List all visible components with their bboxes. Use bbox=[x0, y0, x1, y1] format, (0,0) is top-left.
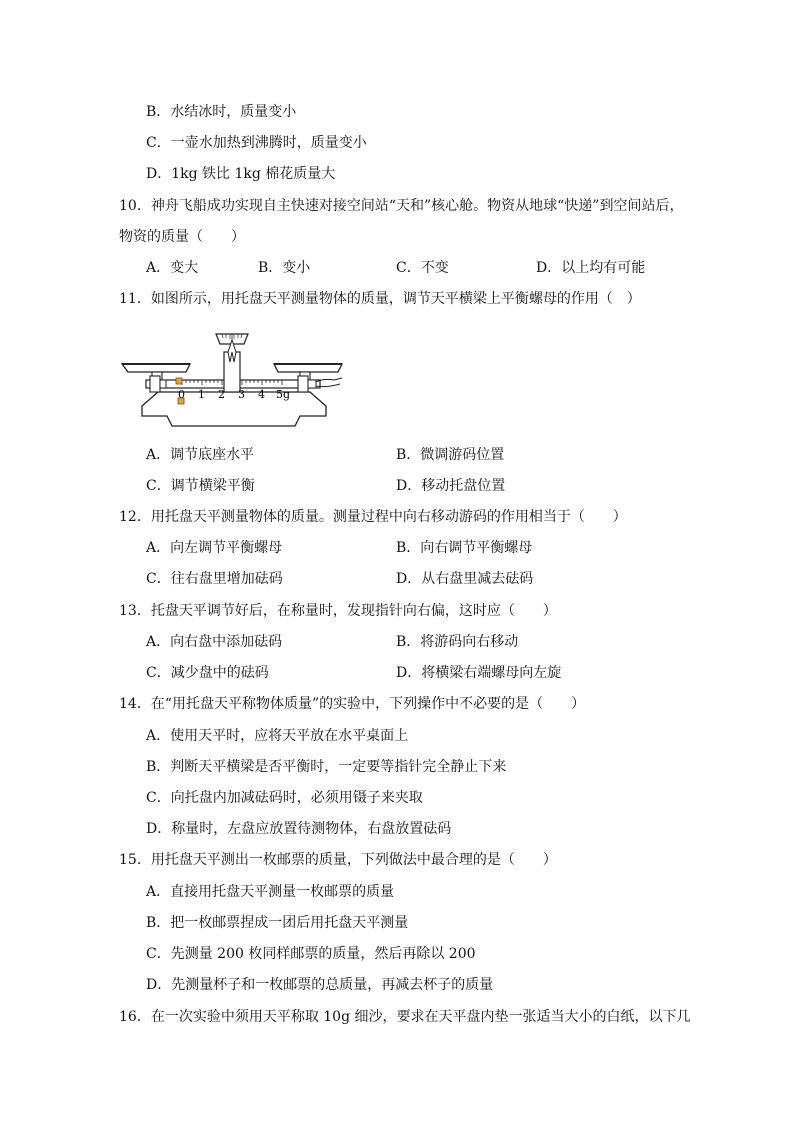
q13-stem: 13．托盘天平调节好后，在称量时，发现指针向右偏，这时应（ ） bbox=[119, 603, 557, 619]
q12-option-c: C．往右盘里增加砝码 bbox=[146, 571, 283, 587]
q14-stem: 14．在“用托盘天平称物体质量”的实验中，下列操作中不必要的是（ ） bbox=[119, 696, 586, 712]
q15-stem: 15．用托盘天平测出一枚邮票的质量，下列做法中最合理的是（ ） bbox=[119, 852, 557, 868]
scale-label-4: 4 bbox=[258, 388, 265, 401]
balance-figure bbox=[120, 322, 350, 434]
right-balance-nut bbox=[298, 376, 308, 392]
q10-option-d: D．以上均有可能 bbox=[536, 260, 646, 276]
q11-option-b: B．微调游码位置 bbox=[396, 447, 505, 463]
q14-option-a: A．使用天平时，应将天平放在水平桌面上 bbox=[146, 728, 409, 744]
balance-base bbox=[142, 392, 326, 426]
q14-option-b: B．判断天平横梁是否平衡时，一定要等指针完全静止下来 bbox=[146, 759, 507, 775]
q15-option-d: D．先测量杯子和一枚邮票的总质量，再减去杯子的质量 bbox=[146, 977, 494, 993]
q14-option-d: D．称量时，左盘应放置待测物体，右盘放置砝码 bbox=[146, 821, 452, 837]
q15-option-b: B．把一枚邮票捏成一团后用托盘天平测量 bbox=[146, 915, 409, 931]
q9-option-b: B．水结冰时，质量变小 bbox=[146, 104, 297, 120]
q15-option-c: C．先测量 200 枚同样邮票的质量，然后再除以 200 bbox=[146, 946, 476, 962]
q12-stem: 12．用托盘天平测量物体的质量。测量过程中向右移动游码的作用相当于（ ） bbox=[119, 509, 627, 525]
scale-label-2: 2 bbox=[218, 388, 225, 401]
q10-stem: 10．神舟飞船成功实现自主快速对接空间站“天和”核心舱。物资从地球“快递”到空间站后， bbox=[119, 198, 684, 214]
q16-stem: 16．在一次实验中须用天平称取 10g 细沙，要求在天平盘内垫一张适当大小的白纸，以下几 bbox=[119, 1009, 691, 1025]
q11-option-d: D．移动托盘位置 bbox=[396, 478, 506, 494]
left-balance-nut bbox=[150, 376, 160, 392]
q9-option-c: C．一壶水加热到沸腾时，质量变小 bbox=[146, 135, 367, 151]
q10-option-a: A．变大 bbox=[146, 260, 199, 276]
q13-option-d: D．将横梁右端螺母向左旋 bbox=[396, 665, 562, 681]
q12-option-d: D．从右盘里减去砝码 bbox=[396, 571, 534, 587]
q10-stem-cont: 物资的质量（ ） bbox=[119, 229, 245, 245]
q13-option-b: B．将游码向右移动 bbox=[396, 634, 519, 650]
rider bbox=[176, 378, 182, 384]
center-column bbox=[224, 352, 240, 392]
scale-label-0: 0 bbox=[178, 388, 185, 401]
q11-option-a: A．调节底座水平 bbox=[146, 447, 255, 463]
q12-option-a: A．向左调节平衡螺母 bbox=[146, 540, 283, 556]
q10-option-c: C．不变 bbox=[396, 260, 449, 276]
scale-label-1: 1 bbox=[198, 388, 205, 401]
q11-option-c: C．调节横梁平衡 bbox=[146, 478, 255, 494]
right-pan bbox=[274, 364, 342, 372]
q13-option-a: A．向右盘中添加砝码 bbox=[146, 634, 283, 650]
q10-option-b: B．变小 bbox=[258, 260, 311, 276]
q12-option-b: B．向右调节平衡螺母 bbox=[396, 540, 533, 556]
q15-option-a: A．直接用托盘天平测量一枚邮票的质量 bbox=[146, 884, 395, 900]
left-pan bbox=[122, 364, 190, 372]
q11-stem: 11．如图所示，用托盘天平测量物体的质量，调节天平横梁上平衡螺母的作用（ ） bbox=[119, 291, 641, 307]
q9-option-d: D．1kg 铁比 1kg 棉花质量大 bbox=[146, 166, 336, 182]
q14-option-c: C．向托盘内加减砝码时，必须用镊子来夹取 bbox=[146, 790, 423, 806]
q13-option-c: C．减少盘中的砝码 bbox=[146, 665, 269, 681]
scale-label-5g: 5g bbox=[276, 388, 291, 401]
scale-label-3: 3 bbox=[238, 388, 245, 401]
